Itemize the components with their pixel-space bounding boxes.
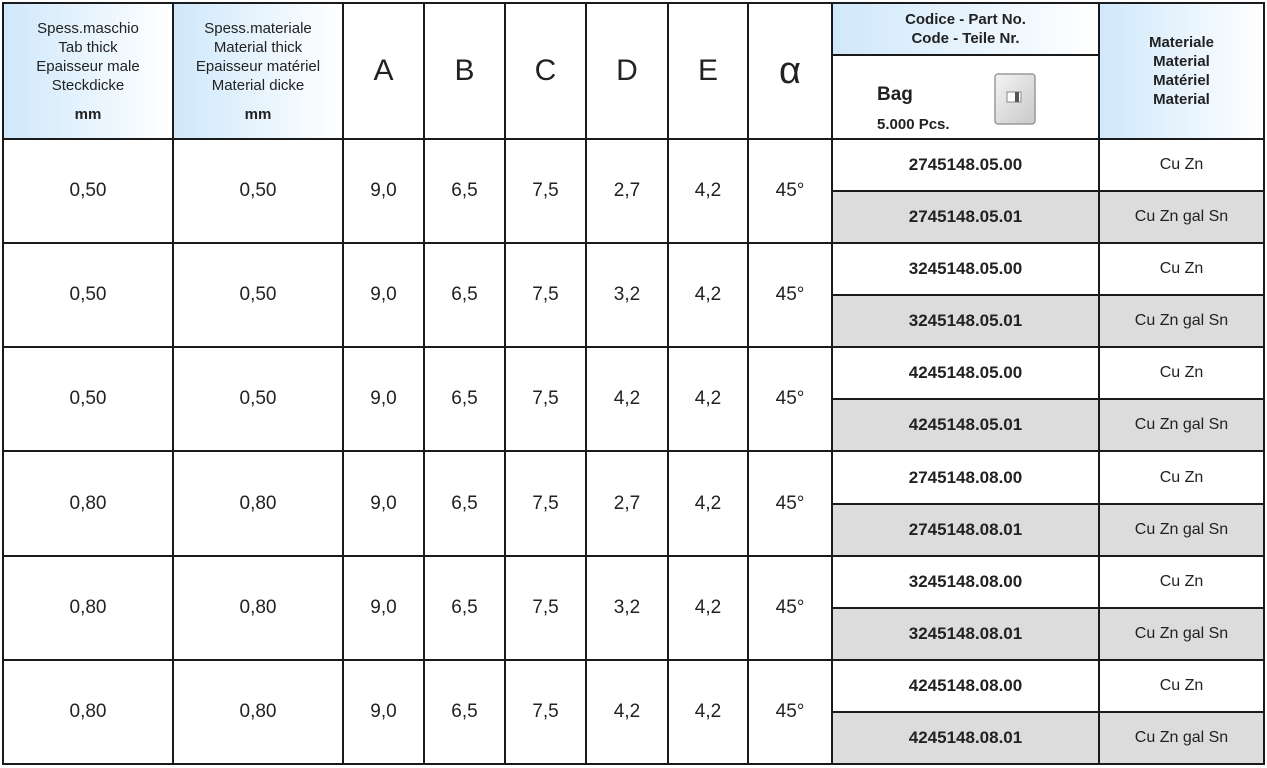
dim-b-cell: 6,5: [424, 139, 505, 243]
material-cell: Cu Zn: [1099, 139, 1264, 191]
part-number-cell: 3245148.05.01: [832, 295, 1099, 347]
dim-e-cell: 4,2: [668, 347, 748, 451]
dim-b-cell: 6,5: [424, 556, 505, 660]
part-number-cell: 4245148.08.01: [832, 712, 1099, 764]
dim-e-cell: 4,2: [668, 660, 748, 764]
bag-quantity: 5.000 Pcs.: [877, 116, 950, 133]
angle-cell: 45°: [748, 347, 832, 451]
dim-a-cell: 9,0: [343, 451, 424, 555]
material-cell: Cu Zn: [1099, 660, 1264, 712]
part-number-cell: 3245148.08.01: [832, 608, 1099, 660]
header-col-alpha: α: [748, 3, 832, 139]
header-tab-thick-line-1: Spess.maschio: [37, 19, 139, 37]
header-materiale: [1099, 3, 1264, 139]
header-tab-thick: [3, 3, 173, 139]
table-row: [3, 347, 1264, 399]
dim-b-cell: 6,5: [424, 347, 505, 451]
header-codice-line-2: Code - Teile Nr.: [911, 30, 1020, 47]
angle-cell: 45°: [748, 243, 832, 347]
angle-cell: 45°: [748, 660, 832, 764]
header-materiale-line-3: Matériel: [1153, 72, 1210, 89]
tab-thick-cell: 0,50: [3, 347, 173, 451]
dim-b-cell: 6,5: [424, 660, 505, 764]
part-number-cell: 4245148.05.01: [832, 399, 1099, 451]
part-number-cell: 2745148.08.01: [832, 504, 1099, 556]
bag-label: Bag: [877, 84, 913, 105]
header-material-thick: [173, 3, 343, 139]
header-codice: [832, 3, 1099, 55]
material-cell: Cu Zn gal Sn: [1099, 399, 1264, 451]
header-material-thick-unit: mm: [244, 105, 272, 123]
part-number-cell: 2745148.08.00: [832, 451, 1099, 503]
part-number-cell: 4245148.05.00: [832, 347, 1099, 399]
header-material-thick-line-2: Material thick: [213, 38, 303, 56]
header-bag: [832, 55, 1099, 139]
material-cell: Cu Zn gal Sn: [1099, 295, 1264, 347]
table-row: [3, 451, 1264, 503]
header-material-thick-line-1: Spess.materiale: [204, 19, 312, 37]
tab-thick-cell: 0,50: [3, 243, 173, 347]
material-cell: Cu Zn: [1099, 347, 1264, 399]
dim-a-cell: 9,0: [343, 243, 424, 347]
dim-c-cell: 7,5: [505, 556, 586, 660]
dim-b-cell: 6,5: [424, 451, 505, 555]
header-material-thick-line-3: Epaisseur matériel: [195, 57, 321, 75]
part-number-cell: 2745148.05.01: [832, 191, 1099, 243]
tab-thick-cell: 0,80: [3, 556, 173, 660]
dim-c-cell: 7,5: [505, 243, 586, 347]
dim-e-cell: 4,2: [668, 139, 748, 243]
tab-thick-cell: 0,80: [3, 451, 173, 555]
header-col-e: E: [668, 3, 748, 139]
header-col-a: A: [343, 3, 424, 139]
dim-a-cell: 9,0: [343, 139, 424, 243]
header-tab-thick-line-3: Epaisseur male: [36, 57, 140, 75]
dim-d-cell: 3,2: [586, 556, 668, 660]
part-number-table: [2, 2, 1265, 765]
dim-e-cell: 4,2: [668, 451, 748, 555]
angle-cell: 45°: [748, 556, 832, 660]
dim-d-cell: 4,2: [586, 347, 668, 451]
header-tab-thick-unit: mm: [74, 105, 102, 123]
material-cell: Cu Zn: [1099, 243, 1264, 295]
dim-b-cell: 6,5: [424, 243, 505, 347]
part-number-cell: 3245148.08.00: [832, 556, 1099, 608]
part-number-cell: 2745148.05.00: [832, 139, 1099, 191]
dim-c-cell: 7,5: [505, 347, 586, 451]
dim-d-cell: 3,2: [586, 243, 668, 347]
dim-d-cell: 2,7: [586, 451, 668, 555]
header-materiale-line-4: Material: [1153, 91, 1210, 108]
dim-c-cell: 7,5: [505, 660, 586, 764]
header-materiale-line-2: Material: [1153, 53, 1210, 70]
table-row: [3, 660, 1264, 712]
dim-a-cell: 9,0: [343, 556, 424, 660]
tab-thick-cell: 0,80: [3, 660, 173, 764]
part-number-cell: 4245148.08.00: [832, 660, 1099, 712]
table-row: [3, 556, 1264, 608]
material-thick-cell: 0,80: [173, 451, 343, 555]
header-materiale-line-1: Materiale: [1148, 34, 1215, 51]
dim-e-cell: 4,2: [668, 556, 748, 660]
header-tab-thick-line-4: Steckdicke: [51, 76, 125, 94]
dim-a-cell: 9,0: [343, 660, 424, 764]
tab-thick-cell: 0,50: [3, 139, 173, 243]
header-col-c: C: [505, 3, 586, 139]
material-thick-cell: 0,80: [173, 660, 343, 764]
header-material-thick-line-4: Material dicke: [211, 76, 305, 94]
table-row: [3, 139, 1264, 191]
header-tab-thick-line-2: Tab thick: [58, 38, 118, 56]
header-col-d: D: [586, 3, 668, 139]
dim-d-cell: 2,7: [586, 139, 668, 243]
header-codice-line-1: Codice - Part No.: [905, 11, 1026, 28]
material-thick-cell: 0,80: [173, 556, 343, 660]
angle-cell: 45°: [748, 451, 832, 555]
dim-e-cell: 4,2: [668, 243, 748, 347]
material-thick-cell: 0,50: [173, 347, 343, 451]
material-cell: Cu Zn gal Sn: [1099, 608, 1264, 660]
material-cell: Cu Zn gal Sn: [1099, 504, 1264, 556]
material-thick-cell: 0,50: [173, 139, 343, 243]
dim-c-cell: 7,5: [505, 451, 586, 555]
table-row: [3, 243, 1264, 295]
material-cell: Cu Zn gal Sn: [1099, 191, 1264, 243]
header-col-b: B: [424, 3, 505, 139]
material-cell: Cu Zn: [1099, 556, 1264, 608]
angle-cell: 45°: [748, 139, 832, 243]
material-thick-cell: 0,50: [173, 243, 343, 347]
bag-package-icon: [991, 72, 1039, 126]
dim-a-cell: 9,0: [343, 347, 424, 451]
material-cell: Cu Zn gal Sn: [1099, 712, 1264, 764]
dim-d-cell: 4,2: [586, 660, 668, 764]
material-cell: Cu Zn: [1099, 451, 1264, 503]
dim-c-cell: 7,5: [505, 139, 586, 243]
part-number-cell: 3245148.05.00: [832, 243, 1099, 295]
